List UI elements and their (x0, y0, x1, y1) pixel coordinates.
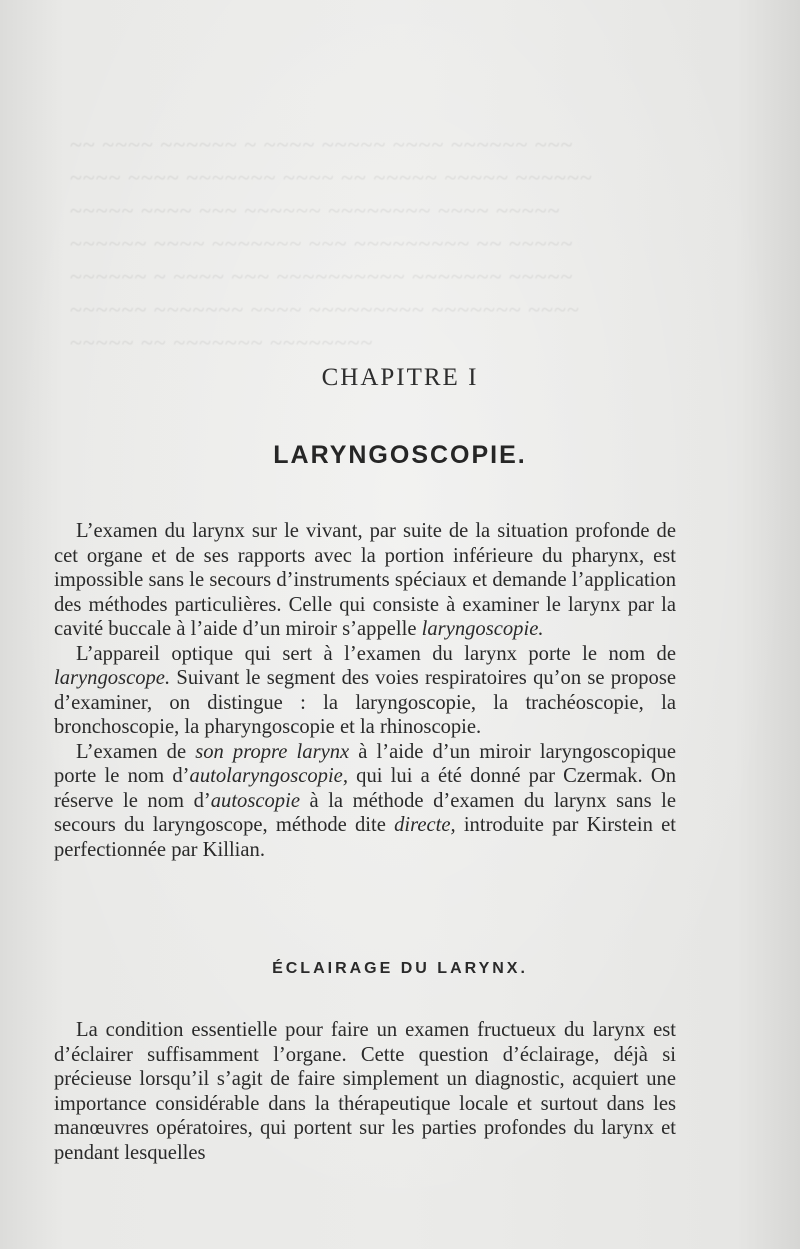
section-heading: ÉCLAIRAGE DU LARYNX. (272, 960, 528, 977)
chapter-title: LARYNGOSCOPIE. (273, 441, 527, 469)
show-through-text: ~~ ~~~~ ~~~~~~ ~ ~~~~ ~~~~~ ~~~~ ~~~~~~ ~~~ ~~~~ ~~~~ ~~~~~~~ ~~~~ ~~ ~~~~~ ~~~~~ ~~~~~~ ~~~~~ ~~~~ ~~~ ~~~~~~ ~~~~~~~~ ~~~~ ~~~~~ ~~~~~~ ~~~~ ~~~~~~~ ~~~ ~~~~~~~~~ ~~ ~~~~~ ~~~~~~ ~ ~~~~ ~~~ ~~~~~~~~~~ ~~~~~~~ ~~~~~ ~~~~~~ ~~~~~~~ ~~~~ ~~~~~~~~~ ~~~~~~~ ~~~~ ~~~~~ ~~ ~~~~~~~ ~~~~~~~~ (70, 132, 593, 355)
paragraph: L’examen de son propre larynx à l’aide d’un miroir laryngoscopique porte le nom d’autolaryngoscopie, qui lui a été donné par Czermak. On réserve le nom d’autoscopie à la méthode d’examen du larynx sans le secours du laryngoscope, méthode dite directe, introduite par Kirstein et perfectionnée par Killian. (54, 740, 676, 861)
chapter-heading: CHAPITRE I (321, 364, 479, 391)
paragraph: La condition essentielle pour faire un examen fructueux du larynx est d’éclairer suffisamment l’organe. Cette question d’éclairage, déjà si précieuse lorsqu’il s’agit de faire simplement un diagnostic, acquiert une importance considérable dans la thérapeutique locale et surtout dans les manœuvres opératoires, qui portent sur les parties profondes du larynx et pendant lesquelles (54, 1019, 676, 1164)
paragraph: L’appareil optique qui sert à l’examen du larynx porte le nom de laryngoscope. Suivant le segment des voies respiratoires qu’on se propose d’examiner, on distingue : la laryngoscopie, la trachéoscopie, la bronchoscopie, la pharyngoscopie et la rhinoscopie. (54, 642, 676, 738)
section-text (54, 1018, 676, 1165)
paragraph: L’examen du larynx sur le vivant, par suite de la situation profonde de cet organe et de ses rapports avec la portion inférieure du pharynx, est impossible sans le secours d’instruments spéciaux et demande l’application des méthodes particulières. Celle qui consiste à examiner le larynx par la cavité buccale à l’aide d’un miroir s’appelle laryngoscopie. (54, 520, 676, 640)
intro-text (54, 519, 676, 862)
